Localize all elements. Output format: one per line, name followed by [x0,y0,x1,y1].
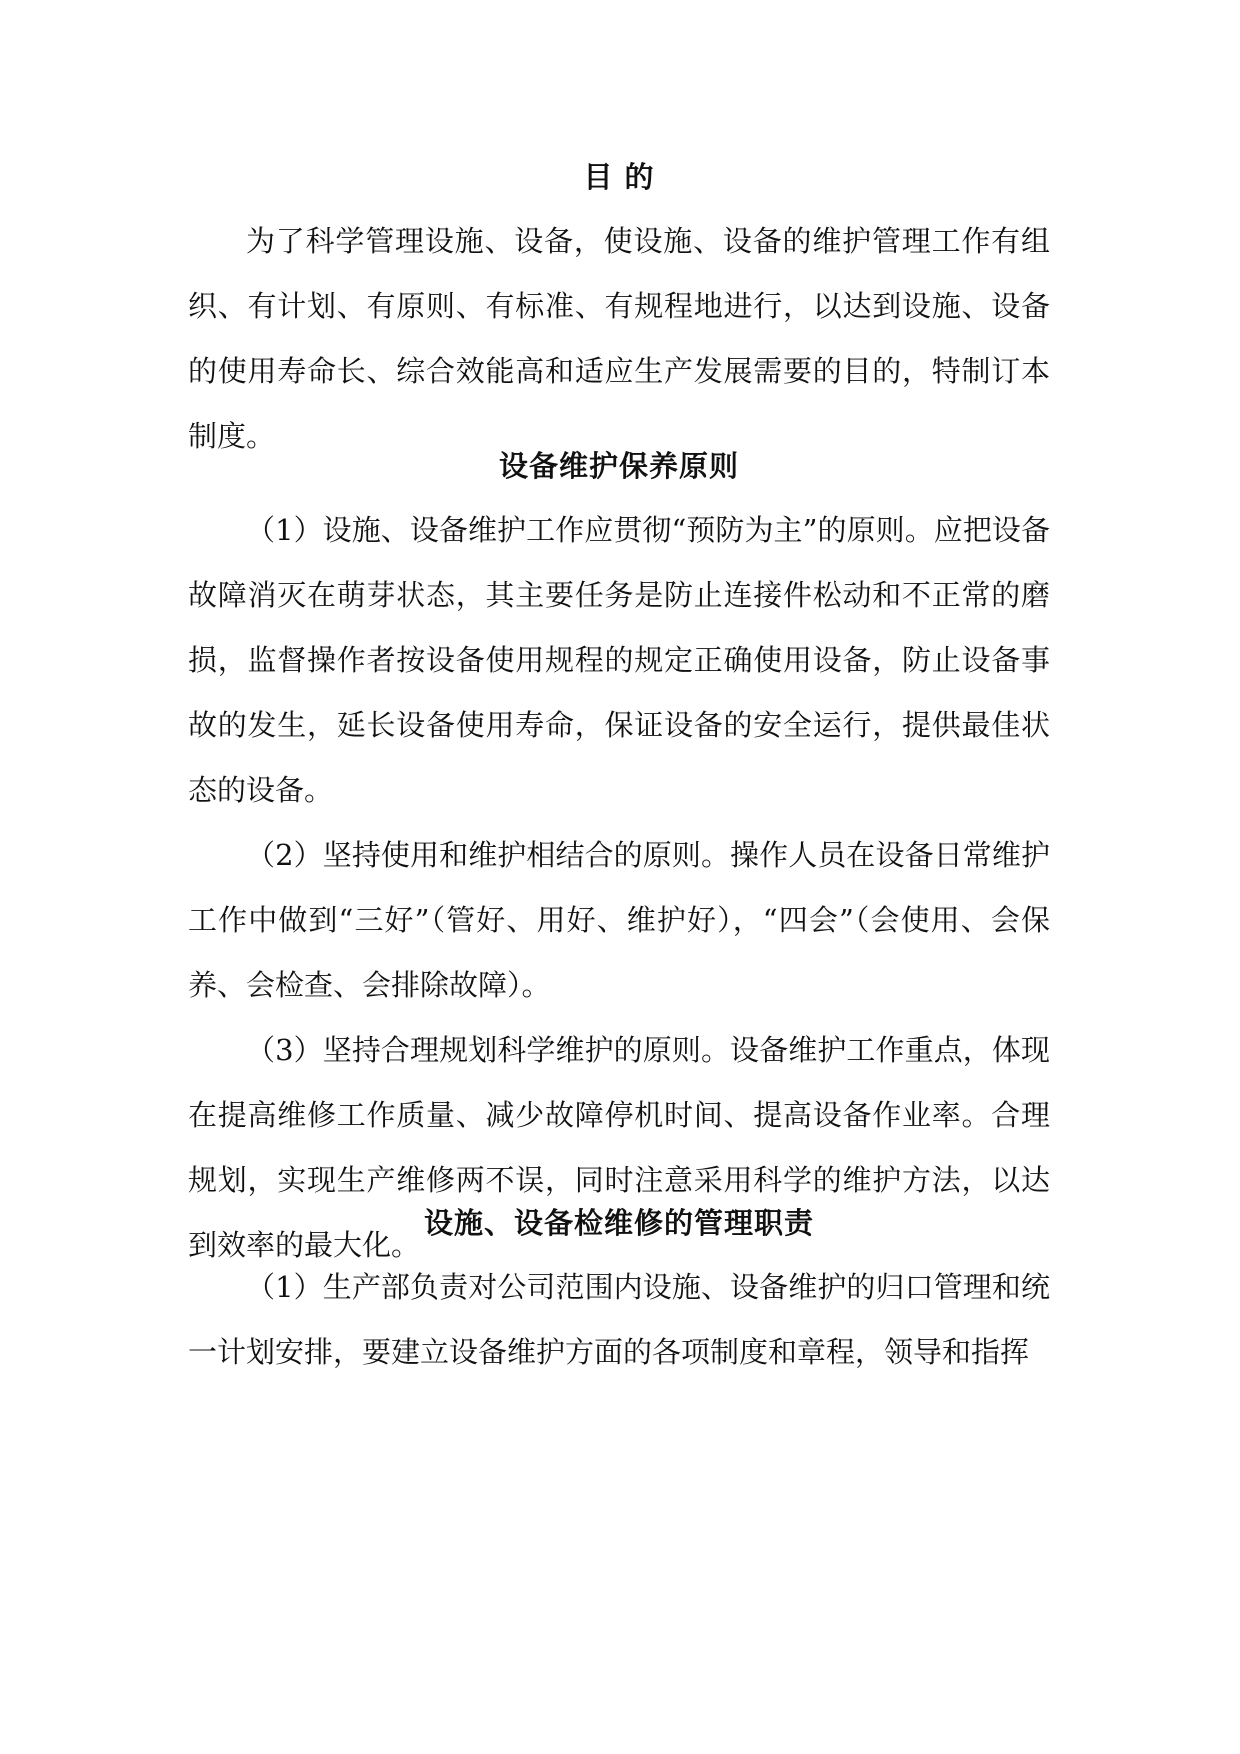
paragraph: 为了科学管理设施、设备，使设施、设备的维护管理工作有组织、有计划、有原则、有标准、有规程地进行，以达到设施、设备的使用寿命长、综合效能高和适应生产发展需要的目的，特制订本制度。 [188,224,1050,453]
paragraph: （1）设施、设备维护工作应贯彻“预防为主”的原则。应把设备故障消灭在萌芽状态，其主要任务是防止连接件松动和不正常的磨损，监督操作者按设备使用规程的规定正确使用设备，防止设备事故的发生，延长设备使用寿命，保证设备的安全运行，提供最佳状态的设备。 [188,513,1050,807]
section-maintenance-principles [188,446,1050,1278]
paragraph: （2）坚持使用和维护相结合的原则。操作人员在设备日常维护工作中做到“三好”（管好、用好、维护好），“四会”（会使用、会保养、会检查、会排除故障）。 [188,838,1050,1002]
section-heading: 设施、设备检维修的管理职责 [423,1206,814,1240]
section-heading: 设备维护保养原则 [498,449,739,483]
paragraph: （3）坚持合理规划科学维护的原则。设备维护工作重点，体现在提高维修工作质量、减少故障停机时间、提高设备作业率。合理规划，实现生产维修两不误，同时注意采用科学的维护方法，以达到效率的最大化。 [188,1033,1050,1262]
section-heading: 目 的 [583,160,655,194]
section-management-responsibilities [188,1203,1050,1385]
paragraph: （1）生产部负责对公司范围内设施、设备维护的归口管理和统一计划安排，要建立设备维护方面的各项制度和章程，领导和指挥 [188,1270,1050,1369]
section-purpose [188,157,1050,469]
